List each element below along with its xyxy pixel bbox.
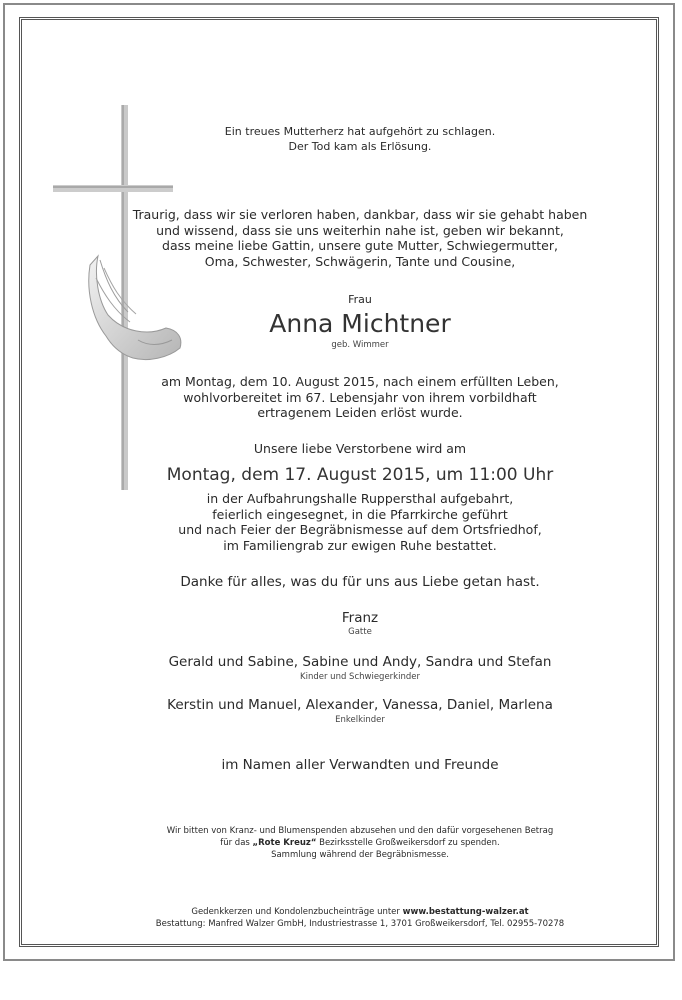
mourner-relation: Gatte (348, 627, 372, 637)
funeral-detail-line: im Familiengrab zur ewigen Ruhe bestattet. (223, 537, 497, 553)
footer-line (120, 906, 600, 918)
mourning-line: und wissend, dass sie uns weiterhin nahe ist, geben wir bekannt, (156, 222, 564, 238)
funeral-intro: Unsere liebe Verstorbene wird am (253, 441, 467, 456)
footer (120, 906, 600, 930)
mourner-relation: Enkelkinder (335, 715, 385, 725)
thanks-text: Danke für alles, was du für uns aus Liebe getan hast. (180, 574, 540, 590)
funeral-details (120, 491, 600, 553)
funeral-detail-line: in der Aufbahrungshalle Ruppersthal aufgebahrt, (206, 491, 514, 506)
intro-line: Der Tod kam als Erlösung. (288, 140, 432, 153)
donation-text-post: Bezirksstelle Großweikersdorf zu spenden. (316, 838, 500, 848)
intro-line: Ein treues Mutterherz hat aufgehört zu schlagen. (224, 125, 496, 138)
passing-text (120, 374, 600, 421)
footer-text: Gedenkkerzen und Kondolenzbucheinträge unter (191, 907, 403, 917)
mourner-relation: Kinder und Schwiegerkinder (300, 672, 420, 682)
relatives-text: im Namen aller Verwandten und Freunde (221, 757, 499, 773)
birth-name: geb. Wimmer (331, 340, 389, 350)
intro-text (120, 124, 600, 154)
deceased-name: Anna Michtner (269, 309, 451, 338)
footer-website-link[interactable]: www.bestattung-walzer.at (402, 907, 529, 917)
passing-line: wohlvorbereitet im 67. Lebensjahr von ihrem vorbildhaft (183, 389, 537, 405)
mourner-names: Franz (341, 610, 379, 626)
mourning-text (120, 207, 600, 269)
funeral-detail-line: und nach Feier der Begräbnismesse auf dem Ortsfriedhof, (178, 522, 542, 537)
footer-address: Bestattung: Manfred Walzer GmbH, Industriestrasse 1, 3701 Großweikersdorf, Tel. 02955-70278 (155, 919, 565, 929)
mourning-line: Traurig, dass wir sie verloren haben, dankbar, dass wir sie gehabt haben (132, 207, 588, 222)
mourning-line: Oma, Schwester, Schwägerin, Tante und Cousine, (204, 253, 516, 269)
mourner-names: Gerald und Sabine, Sabine und Andy, Sandra und Stefan (168, 654, 552, 670)
donation-line: Sammlung während der Begräbnismesse. (271, 850, 449, 860)
donation-recipient: „Rote Kreuz“ (252, 838, 317, 848)
donation-line (120, 837, 600, 849)
passing-line: ertragenem Leiden erlöst wurde. (257, 405, 463, 420)
funeral-date: Montag, dem 17. August 2015, um 11:00 Uhr (166, 465, 554, 485)
donation-line: Wir bitten von Kranz- und Blumenspenden abzusehen und den dafür vorgesehenen Betrag (166, 826, 554, 836)
salutation: Frau (348, 293, 372, 306)
mourning-line: dass meine liebe Gattin, unsere gute Mutter, Schwiegermutter, (162, 238, 558, 253)
passing-line: am Montag, dem 10. August 2015, nach einem erfüllten Leben, (161, 374, 559, 389)
donation-text (120, 825, 600, 861)
donation-text-pre: für das (220, 838, 253, 848)
funeral-detail-line: feierlich eingesegnet, in die Pfarrkirche geführt (212, 506, 508, 522)
mourner-names: Kerstin und Manuel, Alexander, Vanessa, Daniel, Marlena (167, 697, 553, 713)
